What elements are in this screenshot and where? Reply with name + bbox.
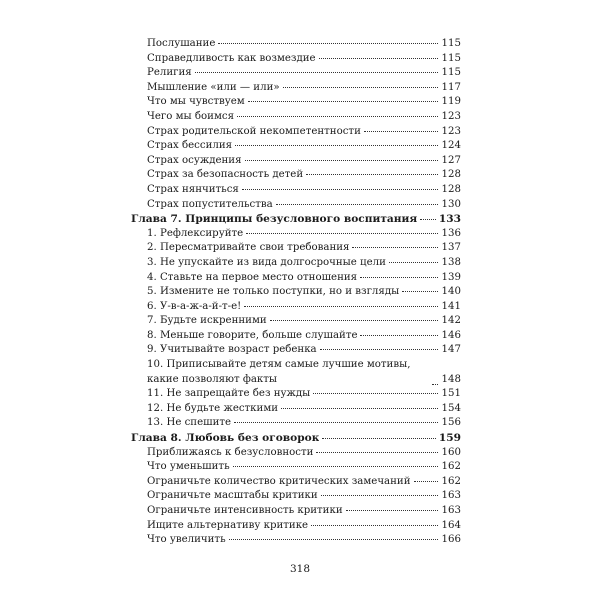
toc-entry-page: 148: [441, 373, 461, 385]
dot-leader: [229, 539, 438, 540]
toc-entry: [131, 52, 461, 67]
dot-leader: [420, 219, 436, 220]
dot-leader: [320, 349, 438, 350]
toc-entry: [131, 519, 461, 534]
toc-entry-title: Ограничьте масштабы критики: [147, 490, 318, 502]
toc-entry: [131, 416, 461, 431]
toc-entry-title: Послушание: [147, 38, 216, 49]
toc-entry-title: Что мы чувствуем: [147, 96, 245, 108]
toc-entry-page: 156: [441, 417, 461, 429]
dot-leader: [402, 291, 438, 292]
dot-leader: [311, 525, 438, 526]
toc-entry: [131, 139, 461, 154]
toc-entry: [131, 300, 461, 315]
toc-entry: [131, 504, 461, 519]
toc-entry: [131, 227, 461, 242]
dot-leader: [248, 101, 438, 102]
toc-entry-page: 147: [441, 344, 461, 356]
toc-entry-page: 146: [441, 329, 461, 341]
toc-entry-title: 6. У-в-а-ж-а-й-т-е!: [147, 300, 242, 312]
dot-leader: [276, 204, 438, 205]
toc-entry-page: 117: [441, 81, 461, 93]
dot-leader: [360, 335, 438, 336]
toc-entry: [131, 271, 461, 286]
toc-entry-page: 154: [441, 402, 461, 414]
dot-leader: [245, 160, 438, 161]
toc-entry-title: 5. Измените не только поступки, но и взгляды: [147, 286, 400, 298]
toc-entry: [131, 198, 461, 213]
toc-entry-title: 9. Учитывайте возраст ребенка: [147, 344, 317, 356]
toc-entry-title: Страх родительской некомпетентности: [147, 125, 361, 137]
toc-entry: [131, 154, 461, 169]
toc-entry-title: Справедливость как возмездие: [147, 52, 316, 64]
toc-entry-page: 130: [441, 198, 461, 210]
toc-entry: [131, 66, 461, 81]
toc-entry-title: Приближаясь к безусловности: [147, 446, 314, 458]
toc-entry-title: Глава 8. Любовь без оговорок: [131, 432, 320, 445]
toc-entry-title: 2. Пересматривайте свои требования: [147, 242, 350, 254]
toc-entry: [131, 110, 461, 125]
toc-entry-title: Ограничьте интенсивность критики: [147, 505, 343, 516]
dot-leader: [218, 43, 438, 44]
toc-entry-page: 115: [441, 67, 461, 79]
toc-entry-page: 119: [441, 96, 461, 108]
toc-entry-page: 128: [441, 169, 461, 181]
toc-entry-page: 142: [441, 315, 461, 327]
dot-leader: [246, 233, 438, 234]
toc-entry-title: 1. Рефлексируйте: [147, 227, 244, 239]
toc-entry: [131, 95, 461, 110]
toc-entry-page: 123: [441, 110, 461, 122]
toc-entry: [131, 343, 461, 358]
toc-entry-page: 136: [441, 227, 461, 239]
toc-entry: [131, 37, 461, 52]
toc-entry: [131, 489, 461, 504]
toc-entry-title: 11. Не запрещайте без нужды: [147, 388, 311, 400]
toc-entry-page: 162: [441, 461, 461, 473]
toc-entry: [131, 475, 461, 490]
dot-leader: [242, 189, 438, 190]
dot-leader: [281, 408, 438, 409]
toc-entry-page: 151: [441, 388, 461, 400]
dot-leader: [364, 131, 438, 132]
toc-entry-page: 166: [441, 534, 461, 546]
toc-chapter-entry: [131, 212, 461, 227]
toc-entry-title: Что увеличить: [147, 534, 226, 546]
dot-leader: [346, 510, 438, 511]
toc-entry-page: 160: [441, 446, 461, 458]
dot-leader: [414, 481, 438, 482]
toc-entry-title: 10. Приписывайте детям самые лучшие мотивы, какие позволяют факты: [147, 359, 411, 385]
toc-entry-page: 123: [441, 125, 461, 137]
toc-entry-title: Страх бессилия: [147, 140, 233, 152]
toc-entry: [131, 533, 461, 548]
dot-leader: [352, 247, 438, 248]
toc-entry-title: Религия: [147, 67, 192, 79]
toc-entry-page: 141: [441, 300, 461, 312]
toc-entry-page: 133: [438, 213, 461, 226]
toc-entry-page: 163: [441, 490, 461, 502]
dot-leader: [283, 87, 438, 88]
dot-leader: [234, 422, 438, 423]
toc-entry-page: 140: [441, 286, 461, 298]
dot-leader: [322, 438, 436, 439]
toc-entry-title: Чего мы боимся: [147, 110, 234, 122]
toc-entry-title: Страх за безопасность детей: [147, 169, 304, 181]
toc-entry-page: 138: [441, 256, 461, 268]
toc-entry-page: 159: [438, 432, 461, 445]
toc-entry-title: 7. Будьте искренними: [147, 315, 267, 327]
toc-entry: [131, 358, 461, 387]
toc-entry-title: 8. Меньше говорите, больше слушайте: [147, 329, 358, 341]
dot-leader: [195, 72, 438, 73]
dot-leader: [389, 262, 438, 263]
toc-entry-page: 115: [441, 52, 461, 64]
toc-entry-page: 162: [441, 475, 461, 487]
toc-entry-page: 163: [441, 505, 461, 516]
toc-entry: [131, 256, 461, 271]
toc-entry-title: 3. Не упускайте из вида долгосрочные цели: [147, 256, 386, 268]
toc-entry-title: Ищите альтернативу критике: [147, 519, 309, 531]
toc-entry-title: Ограничьте количество критических замечаний: [147, 475, 411, 487]
page-number: 318: [289, 563, 311, 575]
dot-leader: [235, 145, 438, 146]
dot-leader: [270, 320, 438, 321]
toc-entry: [131, 387, 461, 402]
table-of-contents: [131, 37, 461, 548]
toc-entry: [131, 241, 461, 256]
toc-entry-title: 12. Не будьте жесткими: [147, 402, 279, 414]
toc-entry: [131, 314, 461, 329]
dot-leader: [237, 116, 438, 117]
dot-leader: [432, 384, 438, 385]
dot-leader: [360, 277, 438, 278]
toc-entry-title: Страх нянчиться: [147, 183, 239, 195]
toc-entry-title: Глава 7. Принципы безусловного воспитания: [131, 213, 418, 226]
toc-entry-page: 128: [441, 183, 461, 195]
toc-entry-title: 4. Ставьте на первое место отношения: [147, 271, 358, 283]
toc-entry: [131, 460, 461, 475]
toc-entry: [131, 168, 461, 183]
toc-entry: [131, 446, 461, 461]
dot-leader: [306, 174, 438, 175]
dot-leader: [321, 495, 438, 496]
toc-entry: [131, 285, 461, 300]
toc-entry: [131, 183, 461, 198]
toc-entry: [131, 125, 461, 140]
toc-entry-page: 139: [441, 271, 461, 283]
dot-leader: [313, 393, 438, 394]
toc-entry-title: 13. Не спешите: [147, 417, 232, 429]
toc-entry: [131, 81, 461, 96]
toc-entry-page: 115: [441, 38, 461, 49]
dot-leader: [244, 306, 438, 307]
dot-leader: [316, 452, 438, 453]
toc-entry-page: 164: [441, 519, 461, 531]
toc-entry: [131, 402, 461, 417]
toc-chapter-entry: [131, 431, 461, 446]
toc-entry: [131, 329, 461, 344]
dot-leader: [233, 466, 438, 467]
toc-entry-page: 127: [441, 154, 461, 166]
dot-leader: [319, 58, 438, 59]
toc-entry-page: 124: [441, 140, 461, 152]
toc-entry-page: 137: [441, 242, 461, 254]
toc-entry-title: Страх попустительства: [147, 198, 273, 210]
toc-entry-title: Страх осуждения: [147, 154, 242, 166]
toc-entry-title: Мышление «или — или»: [147, 81, 280, 93]
toc-entry-title: Что уменьшить: [147, 461, 230, 473]
